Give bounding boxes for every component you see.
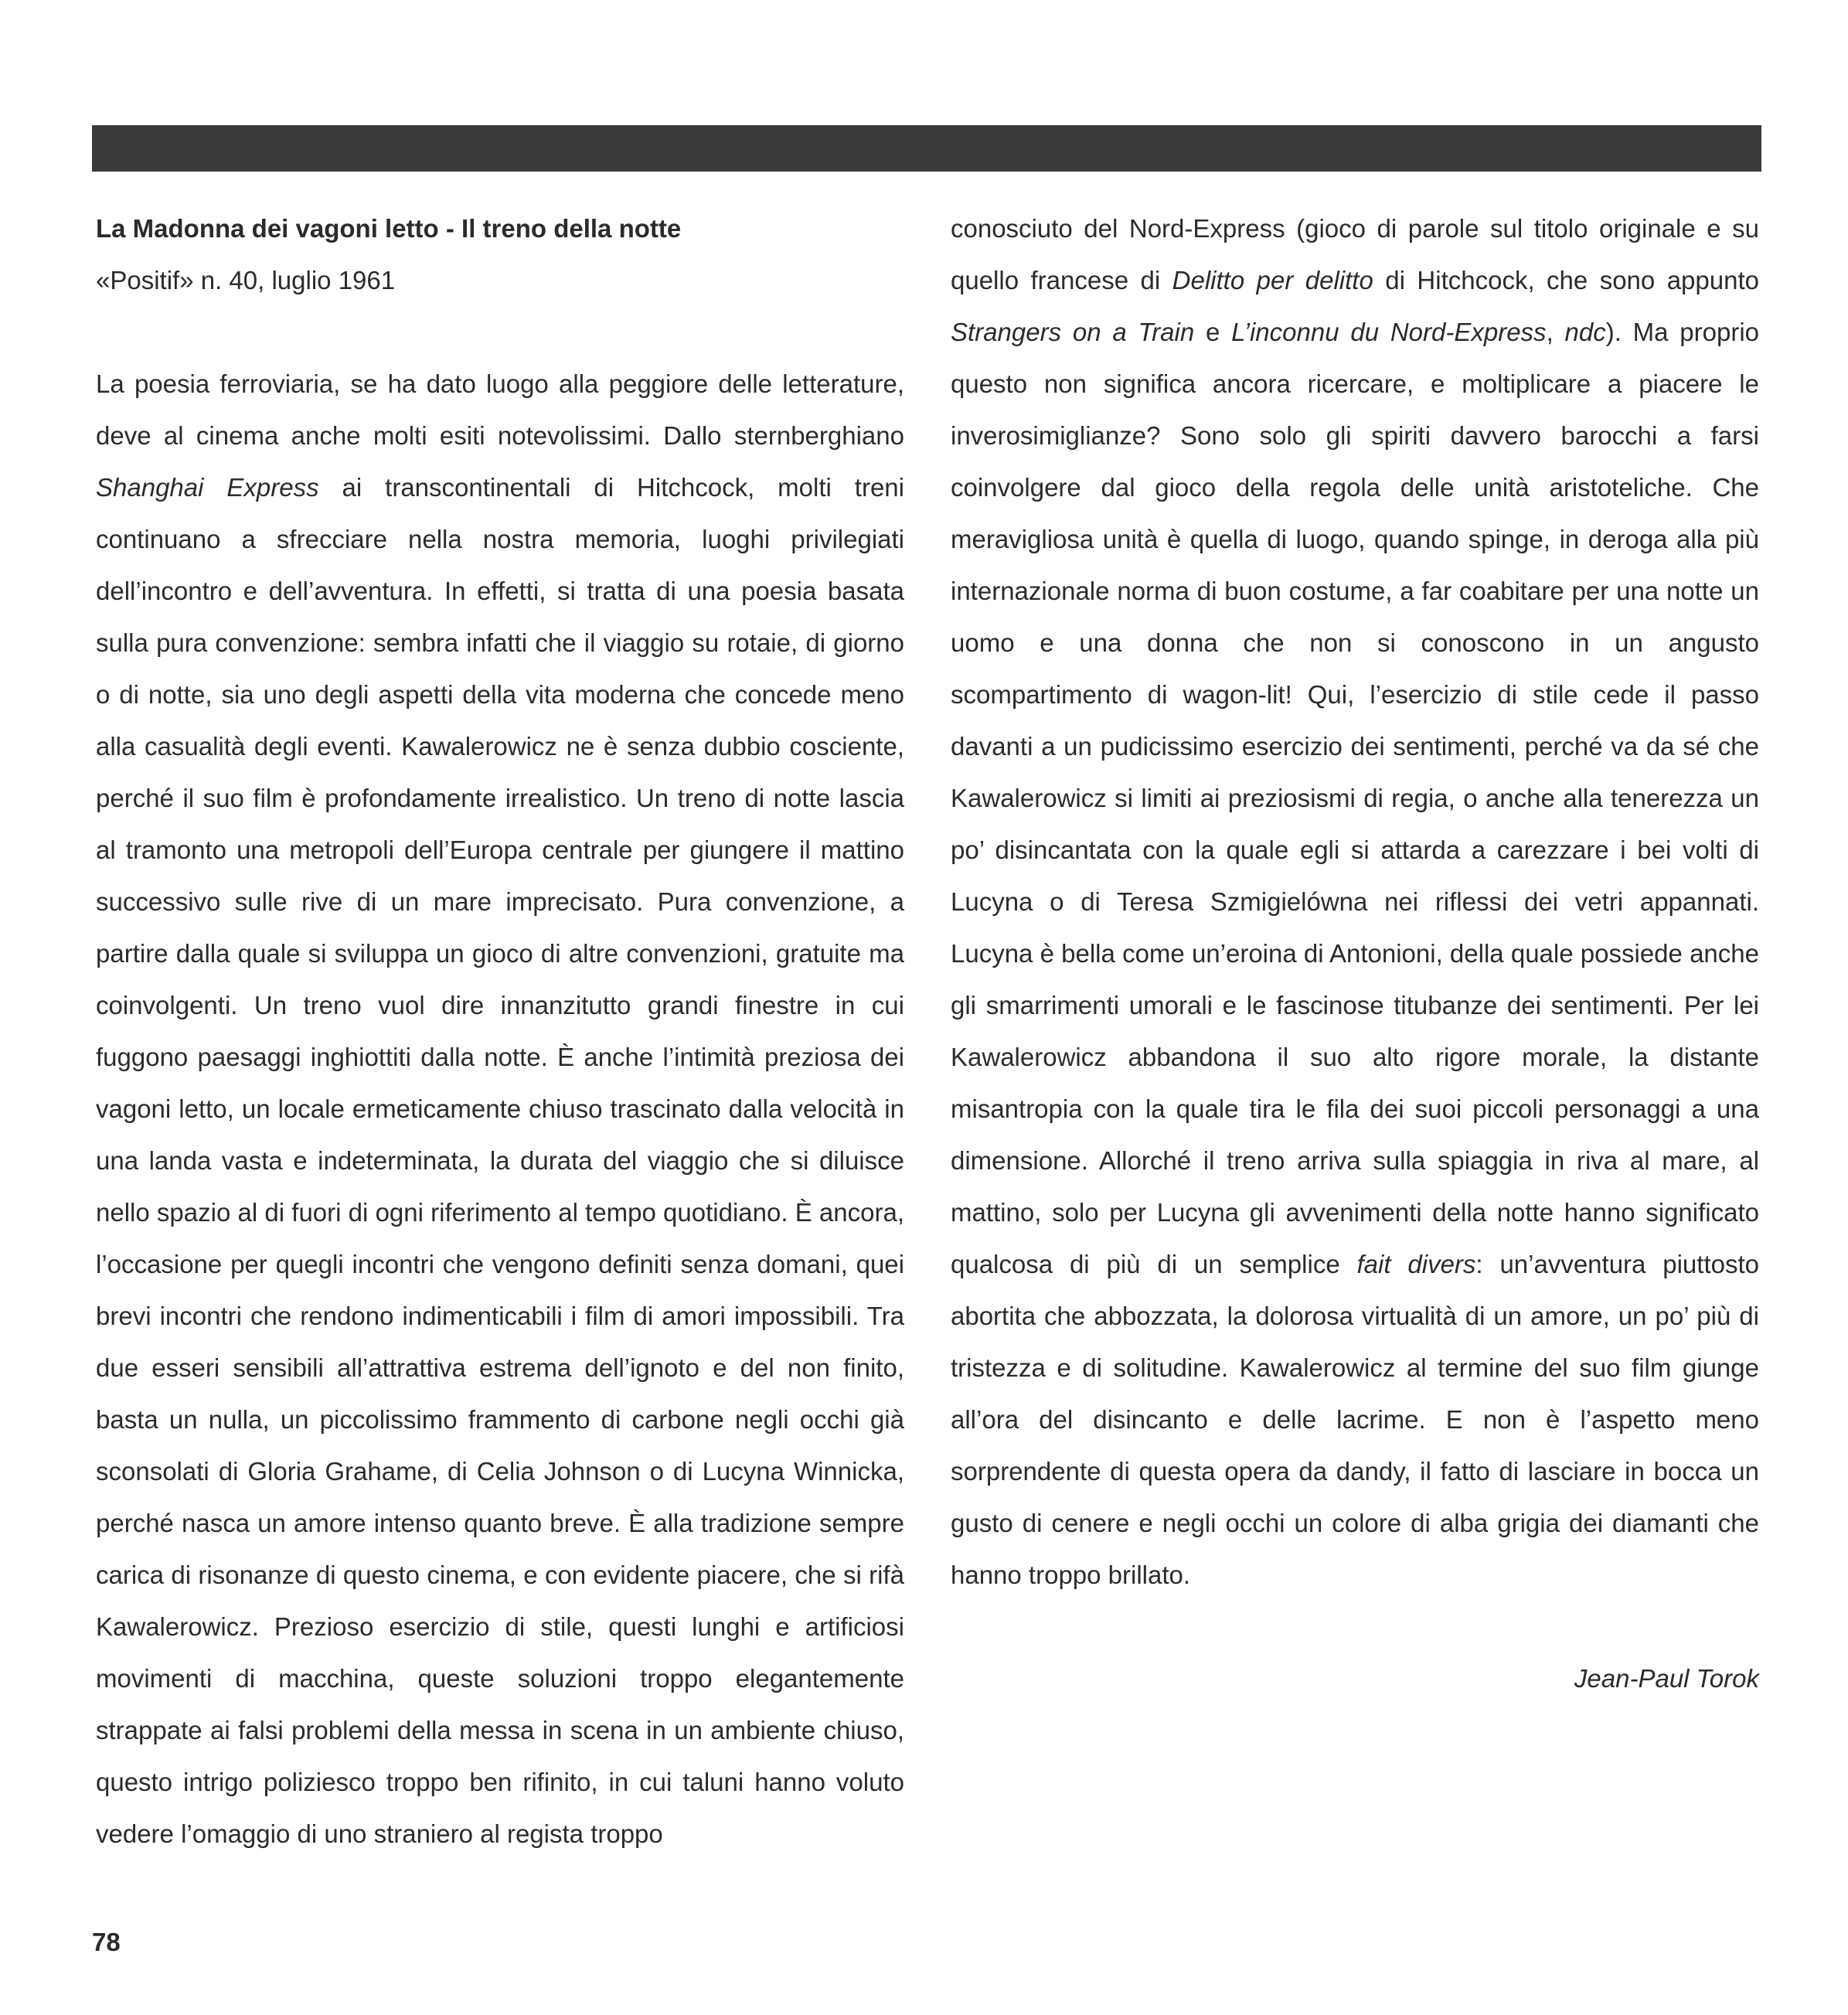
article-title: La Madonna dei vagoni letto - Il treno della notte [96,214,682,243]
page-number: 78 [92,1928,121,1956]
editor-note: ndc [1564,318,1606,346]
text-run: ). Ma proprio questo non significa ancora ricercare, e moltiplicare a piacere le inverosimiglianze? Sono solo gli spiriti davvero barocchi a farsi coinvolgere dal gioco della regola delle unità aristoteliche. Che meravigliosa unità è quella di luogo, quando spinge, in deroga alla più internazionale norma di buon costume, a far coabitare per una notte un uomo e una donna che non si conoscono in un angusto scompartimento di wagon-lit! Qui, l’esercizio di stile cede il passo davanti a un pudicissimo esercizio dei sentimenti, perché va da sé che Kawalerowicz si limiti ai preziosismi di regia, o anche alla tenerezza un po’ disincantata con la quale egli si attarda a carezzare i bei volti di Lucyna o di Teresa Szmigielówna nei riflessi dei vetri appannati. Lucyna è bella come un’eroina di Antonioni, della quale possiede anche gli smarrimenti umorali e le fascinose titubanze dei sentimenti. Per lei Kawalerowicz abbandona il suo alto rigore morale, la distante misantropia con la quale tira le fila dei suoi piccoli personaggi a una dimensione. Allorché il treno arriva sulla spiaggia in riva al mare, al mattino, solo per Lucyna gli avvenimenti della notte hanno significato qualcosa di più di un semplice [951,318,1760,1278]
film-title: Strangers on a Train [951,318,1195,346]
body-paragraph-left [96,358,904,1860]
text-run: di Hitchcock, che sono appunto [1373,266,1759,294]
header-bar [92,125,1761,172]
article-source: «Positif» n. 40, luglio 1961 [96,266,396,294]
text-run: , [1546,318,1565,346]
author-signature: Jean-Paul Torok [1574,1664,1759,1693]
text-run: : un’avventura piuttosto abortita che abbozzata, la dolorosa virtualità di un amore, un po’ più di tristezza e di solitudine. Kawalerowicz al termine del suo film giunge all’ora del disincanto e delle lacrime. E non è l’aspetto meno sorprendente di questa opera da dandy, il fatto di lasciare in bocca un gusto di cenere e negli occhi un colore di alba grigia dei diamanti che hanno troppo brillato. [951,1250,1759,1589]
left-column [96,203,904,1860]
text-run: conosciuto del Nord-Express (gioco di parole sul titolo originale e su quello francese di [951,214,1759,294]
text-run: La poesia ferroviaria, se ha dato luogo alla peggiore delle letterature, deve al cinema anche molti esiti notevolissimi. Dallo sternberghiano [96,369,904,450]
film-title: Delitto per delitto [1172,266,1373,294]
film-title: Shanghai Express [96,473,319,502]
text-run: ai transcontinentali di Hitchcock, molti treni continuano a sfrecciare nella nostra memoria, luoghi privilegiati dell’incontro e dell’avventura. In effetti, si tratta di una poesia basata sulla pura convenzione: sembra infatti che il viaggio su rotaie, di giorno o di notte, sia uno degli aspetti della vita moderna che concede meno alla casualità degli eventi. Kawalerowicz ne è senza dubbio cosciente, perché il suo film è profondamente irrealistico. Un treno di notte lascia al tramonto una metropoli dell’Europa centrale per giungere il mattino successivo sulle rive di un mare imprecisato. Pura convenzione, a partire dalla quale si sviluppa un gioco di altre convenzioni, gratuite ma coinvolgenti. Un treno vuol dire innanzitutto grandi finestre in cui fuggono paesaggi inghiottiti dalla notte. È anche l’intimità preziosa dei vagoni letto, un locale ermeticamente chiuso trascinato dalla velocità in una landa vasta e indeterminata, la durata del viaggio che si diluisce nello spazio al di fuori di ogni riferimento al tempo quotidiano. È ancora, l’occasione per quegli incontri che vengono definiti senza domani, quei brevi incontri che rendono indimenticabili i film di amori impossibili. Tra due esseri sensibili all’attrattiva estrema dell’ignoto e del non finito, basta un nulla, un piccolissimo frammento di carbone negli occhi già sconsolati di Gloria Grahame, di Celia Johnson o di Lucyna Winnicka, perché nasca un amore intenso quanto breve. È alla tradizione sempre carica di risonanze di questo cinema, e con evidente piacere, che si rifà Kawalerowicz. Prezioso esercizio di stile, questi lunghi e artificiosi movimenti di macchina, queste soluzioni troppo elegantemente strappate ai falsi problemi della messa in scena in un ambiente chiuso, questo intrigo poliziesco troppo ben rifinito, in cui taluni hanno voluto vedere l’omaggio di uno straniero al regista troppo [96,473,904,1848]
body-paragraph-right [951,203,1759,1601]
right-column [951,203,1759,1704]
film-title: L’inconnu du Nord-Express [1231,318,1547,346]
text-run: e [1194,318,1232,346]
italic-phrase: fait divers [1356,1250,1476,1278]
